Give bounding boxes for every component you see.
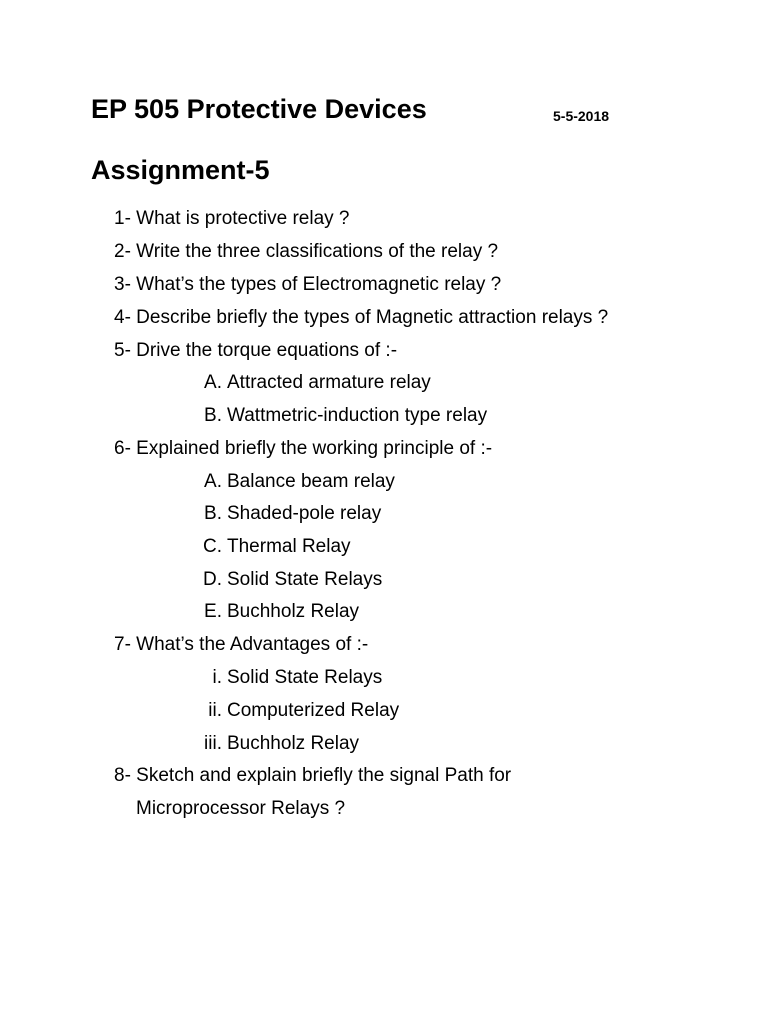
list-marker: B. [204, 503, 222, 524]
list-marker: B. [204, 405, 222, 426]
question-5: 5- Drive the torque equations of :- [114, 340, 398, 361]
question-8-continuation: Microprocessor Relays ? [136, 798, 346, 819]
assignment-title: Assignment-5 [91, 155, 270, 185]
list-item: Attracted armature relay [227, 372, 431, 393]
question-3: 3- What’s the types of Electromagnetic relay ? [114, 274, 502, 295]
question-4: 4- Describe briefly the types of Magnetic attraction relays ? [114, 307, 609, 328]
list-item: Balance beam relay [227, 471, 395, 492]
list-marker: A. [204, 372, 222, 393]
list-item: Thermal Relay [227, 536, 351, 557]
list-marker: D. [203, 569, 222, 590]
question-8: 8- Sketch and explain briefly the signal Path for [114, 765, 512, 786]
assignment-date: 5-5-2018 [553, 108, 610, 124]
list-marker: iii. [204, 733, 222, 754]
list-item: Buchholz Relay [227, 601, 360, 622]
list-marker: C. [203, 536, 222, 557]
course-title: EP 505 Protective Devices [91, 94, 427, 124]
list-item: Buchholz Relay [227, 733, 360, 754]
question-7: 7- What’s the Advantages of :- [114, 634, 369, 655]
list-item: Solid State Relays [227, 667, 383, 688]
list-marker: i. [212, 667, 222, 688]
list-marker: E. [204, 601, 222, 622]
list-item: Wattmetric-induction type relay [227, 405, 488, 426]
list-marker: A. [204, 471, 222, 492]
list-item: Solid State Relays [227, 569, 383, 590]
list-item: Computerized Relay [227, 700, 400, 721]
question-2: 2- Write the three classifications of the relay ? [114, 241, 499, 262]
question-6: 6- Explained briefly the working principle of :- [114, 438, 493, 459]
question-1: 1- What is protective relay ? [114, 208, 350, 229]
list-marker: ii. [208, 700, 222, 721]
list-item: Shaded-pole relay [227, 503, 382, 524]
